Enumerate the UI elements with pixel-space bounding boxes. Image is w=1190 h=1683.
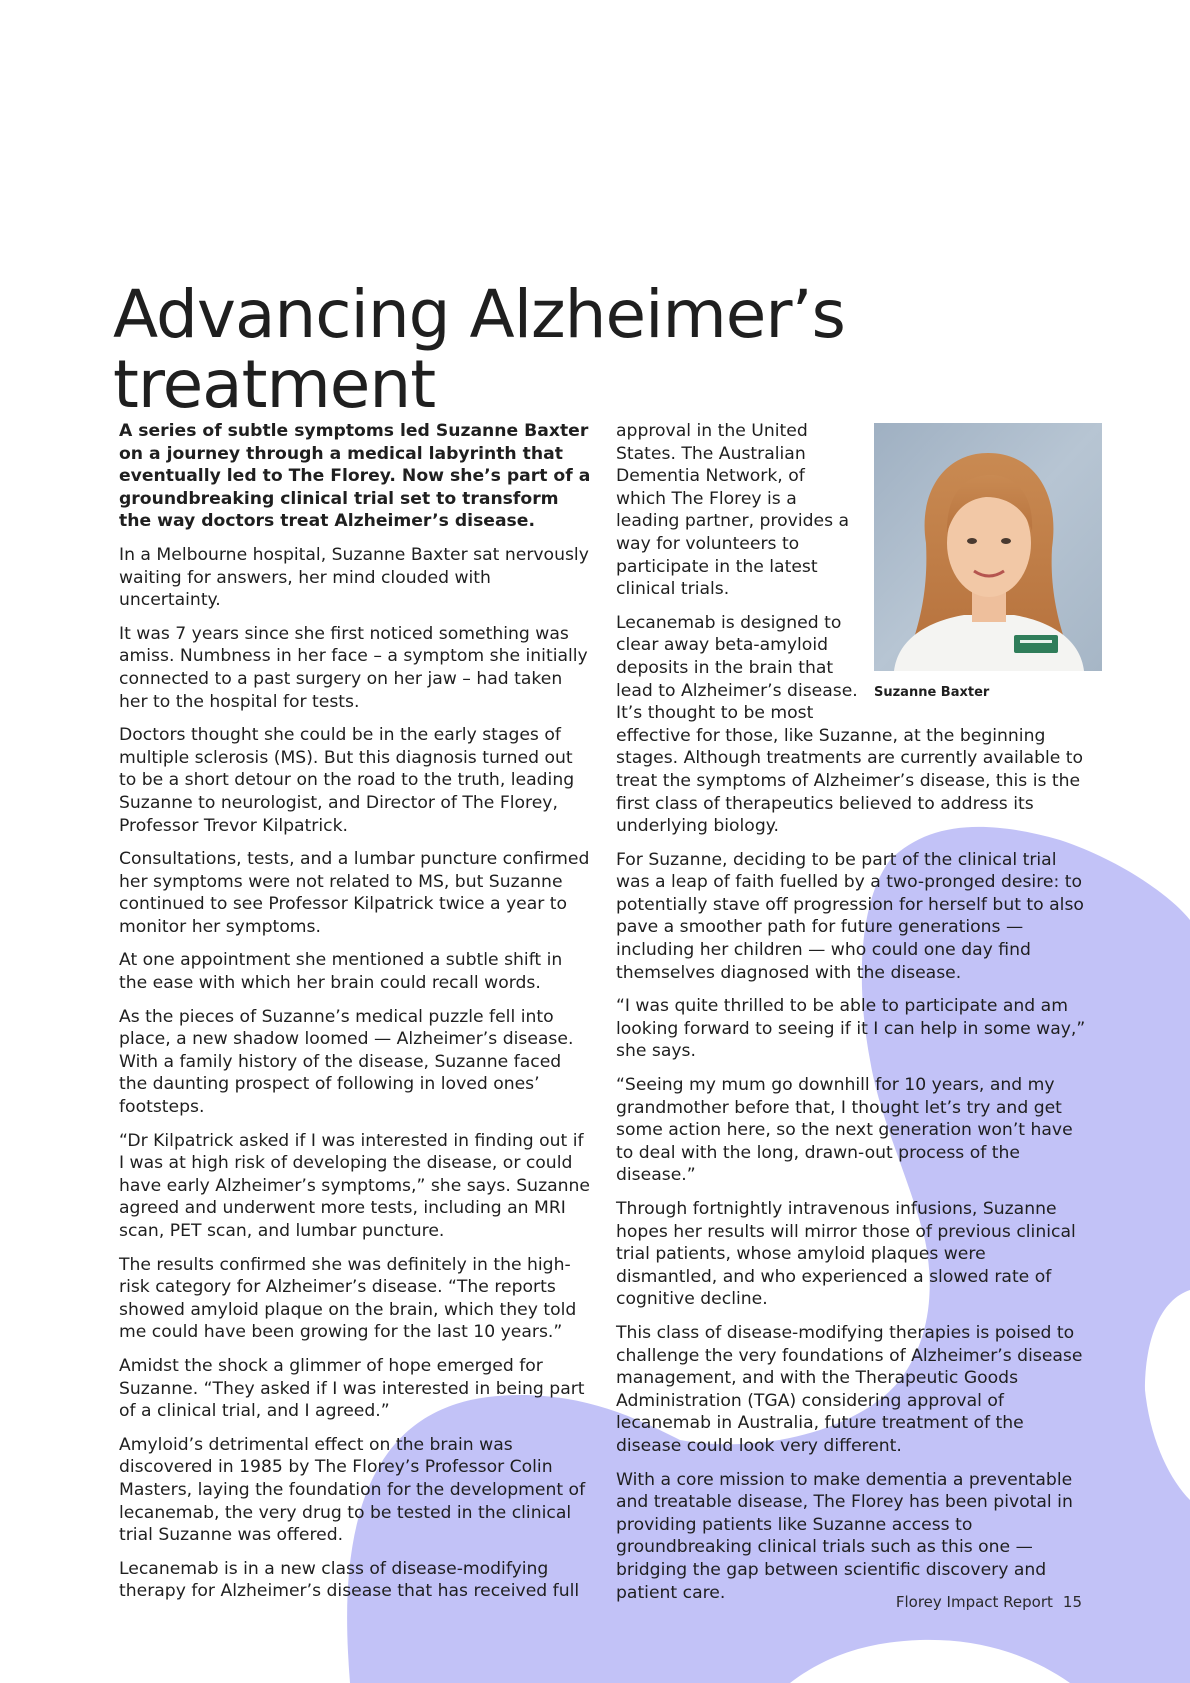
body-paragraph: Consultations, tests, and a lumbar puncture confirmed her symptoms were not related to MS, but Suzanne continued to see Professor Kilpatrick twice a year to monitor her symptoms. bbox=[119, 849, 590, 937]
body-paragraph: Amidst the shock a glimmer of hope emerged for Suzanne. “They asked if I was interested in being part of a clinical trial, and I agreed.” bbox=[119, 1355, 585, 1422]
body-paragraph: As the pieces of Suzanne’s medical puzzle fell into place, a new shadow loomed — Alzheimer’s disease. With a family history of the disease, Suzanne faced the daunting prospect of following in loved ones’ footsteps. bbox=[119, 1006, 574, 1118]
body-paragraph: “Seeing my mum go downhill for 10 years, and my grandmother before that, I thought let’s try and get some action here, so the next generation won’t have to deal with the long, drawn-out process of the disease.” bbox=[616, 1075, 1073, 1186]
body-paragraph: Amyloid’s detrimental effect on the brain was discovered in 1985 by The Florey’s Professor Colin Masters, laying the foundation for the development of lecanemab, the very drug to be tested in the clinical trial Suzanne was offered. bbox=[119, 1434, 586, 1546]
portrait-photo bbox=[874, 423, 1102, 671]
body-paragraph: Lecanemab is designed to clear away beta-amyloid deposits in the brain that lead to Alzheimer’s disease. It’s thought to be most effective for those, like Suzanne, at the beginning stages. Although treatments are currently available to treat the symptoms of Alzheimer’s disease, this is the first class of therapeutics believed to address its underlying biology. bbox=[616, 612, 1084, 837]
page-title bbox=[113, 276, 1013, 424]
body-paragraph: Through fortnightly intravenous infusions, Suzanne hopes her results will mirror those of previous clinical trial patients, whose amyloid plaques were dismantled, and who experienced a slowed rate of cognitive decline. bbox=[616, 1199, 1076, 1310]
body-paragraph: “Dr Kilpatrick asked if I was interested in finding out if I was at high risk of developing the disease, or could have early Alzheimer’s symptoms,” she says. Suzanne agreed and underwent more tests, including an MRI scan, PET scan, and lumbar puncture. bbox=[119, 1130, 590, 1241]
page-number: 15 bbox=[1062, 1593, 1082, 1611]
body-paragraph: At one appointment she mentioned a subtle shift in the ease with which her brain could recall words. bbox=[119, 950, 563, 994]
footer-label: Florey Impact Report bbox=[895, 1593, 1053, 1611]
lead-paragraph: A series of subtle symptoms led Suzanne Baxter on a journey through a medical labyrinth that eventually led to The Florey. Now she’s part of a groundbreaking clinical trial set to transform the way doctors treat Alzheimer’s disease. bbox=[119, 421, 591, 532]
body-paragraph: For Suzanne, deciding to be part of the clinical trial was a leap of faith fuelled by a two-pronged desire: to potentially stave off progression for herself but to also pave a smoother path for future generations — including her children — who could one day find themselves diagnosed with the disease. bbox=[616, 849, 1084, 983]
photo-caption: Suzanne Baxter bbox=[874, 685, 990, 700]
body-paragraph: With a core mission to make dementia a preventable and treatable disease, The Florey has been pivotal in providing patients like Suzanne access to groundbreaking clinical trials such as this one — bridging the gap between scientific discovery and patient care. bbox=[616, 1469, 1073, 1603]
body-paragraph: It was 7 years since she first noticed something was amiss. Numbness in her face – a symptom she initially connected to a past surgery on her jaw – had taken her to the hospital for tests. bbox=[119, 623, 588, 712]
title-line-1: Advancing Alzheimer’s bbox=[113, 276, 845, 354]
title-line-2: treatment bbox=[113, 346, 436, 424]
body-paragraph: The results confirmed she was definitely in the high-risk category for Alzheimer’s disease. “The reports showed amyloid plaque on the brain, which they told me could have been growing for the last 10 years.” bbox=[119, 1254, 577, 1343]
article-column-right bbox=[616, 420, 1090, 1615]
portrait-figure bbox=[874, 423, 1102, 701]
page-footer bbox=[896, 1593, 1082, 1611]
body-paragraph: Lecanemab is in a new class of disease-modifying therapy for Alzheimer’s disease that has received full bbox=[119, 1558, 580, 1602]
article-column-left bbox=[119, 420, 594, 1614]
body-paragraph: approval in the United States. The Australian Dementia Network, of which The Florey is a leading partner, provides a way for volunteers to participate in the latest clinical trials. bbox=[616, 421, 850, 600]
body-paragraph: This class of disease-modifying therapies is poised to challenge the very foundations of Alzheimer’s disease management, and with the Therapeutic Goods Administration (TGA) considering approval of lecanemab in Australia, future treatment of the disease could look very different. bbox=[616, 1322, 1083, 1456]
body-paragraph: “I was quite thrilled to be able to participate and am looking forward to seeing if it I can help in some way,” she says. bbox=[616, 996, 1086, 1062]
body-paragraph: In a Melbourne hospital, Suzanne Baxter sat nervously waiting for answers, her mind clouded with uncertainty. bbox=[119, 544, 589, 611]
body-paragraph: Doctors thought she could be in the early stages of multiple sclerosis (MS). But this diagnosis turned out to be a short detour on the road to the truth, leading Suzanne to neurologist, and Director of The Florey, Professor Trevor Kilpatrick. bbox=[119, 725, 575, 836]
